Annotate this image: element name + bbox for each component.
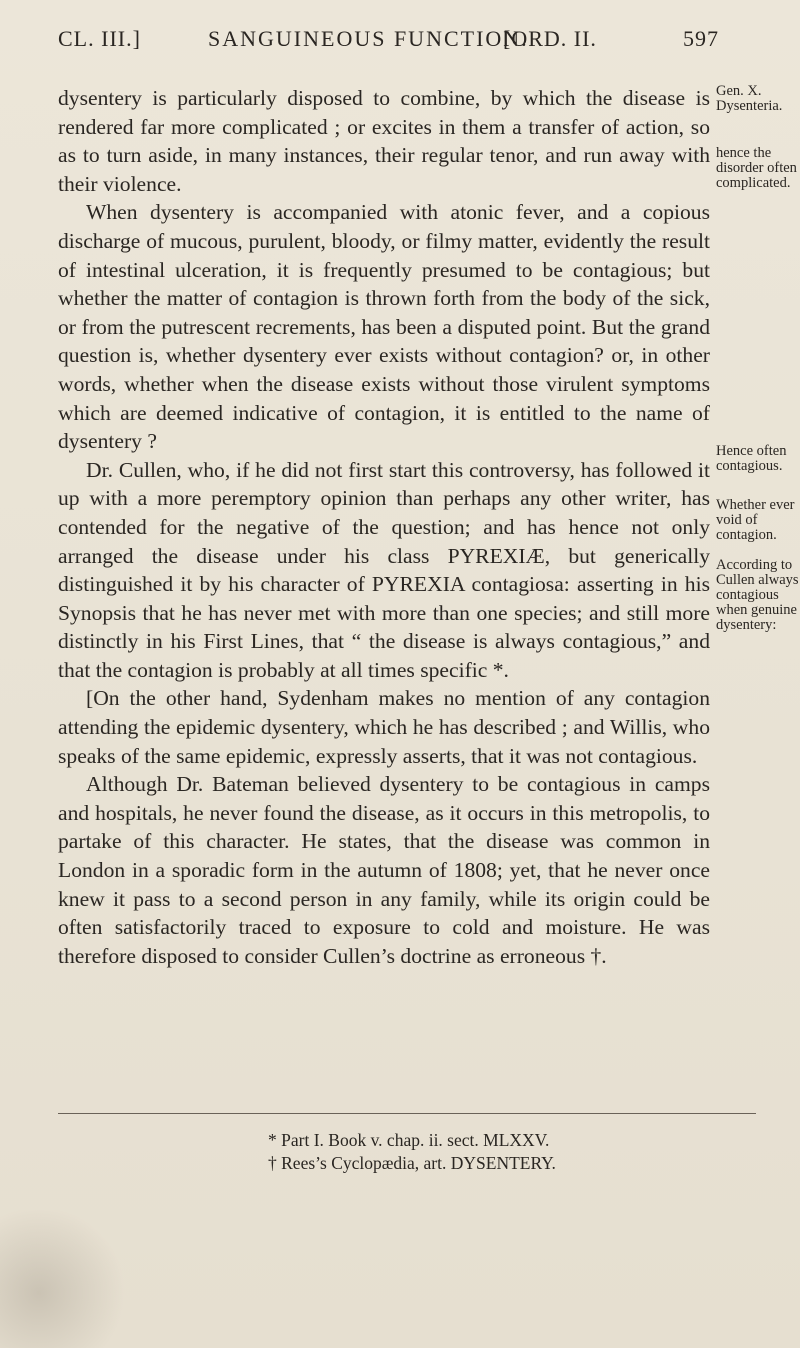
margin-note-genus: Gen. X. Dysenteria.: [716, 83, 783, 114]
paragraph-3: Dr. Cullen, who, if he did not first start this controversy, has followed it up with a more peremptory opinion than perhaps any other writer, has contended for the negative of the question; and has hence not only arranged the disease under his class PYREXIÆ, but generically distinguished it by his character of PYREXIA contagiosa: asserting in his Synopsis that he has never met with more than one species; and still more distinctly in his First Lines, that “ the disease is always contagious,” and that the contagion is probably at all times specific *.: [58, 457, 710, 682]
margin-note-whether: Whether ever void of contagion.: [716, 497, 795, 543]
margin-note-cullen: According to Cullen always contagious when genuine dysentery:: [716, 557, 799, 633]
page-stain: [0, 1210, 130, 1348]
main-text: [58, 84, 710, 970]
paragraph-2: When dysentery is accompanied with atonic fever, and a copious discharge of mucous, purulent, bloody, or filmy matter, evidently the result of intestinal ulceration, it is frequently presumed to be contagious; but whether the matter of contagion is thrown forth from the body of the sick, or from the putrescent recrements, has been a disputed point. But the grand question is, whether dysentery ever exists without contagion? or, in other words, whether when the disease exists without those virulent symptoms which are deemed indicative of contagion, it is entitled to the name of dysentery ?: [58, 200, 710, 454]
running-header: [58, 26, 748, 58]
page-number: 597: [683, 26, 719, 51]
paragraph-1: dysentery is particularly disposed to combine, by which the disease is rendered far more complicated ; or excites in them a transfer of action, so as to turn aside, in many instances, their regular tenor, and run away with their violence.: [58, 86, 710, 196]
footnote-divider: [58, 1113, 756, 1114]
footnote-1: * Part I. Book v. chap. ii. sect. MLXXV.: [268, 1130, 550, 1150]
chapter-label: CL. III.]: [58, 26, 141, 51]
margin-note-complicated: hence the disorder often complicated.: [716, 145, 797, 191]
footnote-2: † Rees’s Cyclopædia, art. DYSENTERY.: [268, 1153, 556, 1173]
paragraph-4: [On the other hand, Sydenham makes no mention of any contagion attending the epidemic dysentery, which he has described ; and Willis, who speaks of the same epidemic, expressly asserts, that it was not contagious.: [58, 686, 710, 768]
margin-note-contagious: Hence often contagious.: [716, 443, 787, 474]
running-title: SANGUINEOUS FUNCTION.: [208, 26, 529, 51]
paragraph-5: Although Dr. Bateman believed dysentery to be contagious in camps and hospitals, he never found the disease, as it occurs in this metropolis, to partake of this character. He states, that the disease was common in London in a sporadic form in the autumn of 1808; yet, that he never once knew it pass to a second person in any family, while its origin could be often satisfactorily traced to exposure to cold and moisture. He was therefore disposed to consider Cullen’s doctrine as erroneous †.: [58, 772, 710, 968]
footnotes: [268, 1129, 728, 1175]
order-label: [ORD. II.: [503, 26, 597, 51]
